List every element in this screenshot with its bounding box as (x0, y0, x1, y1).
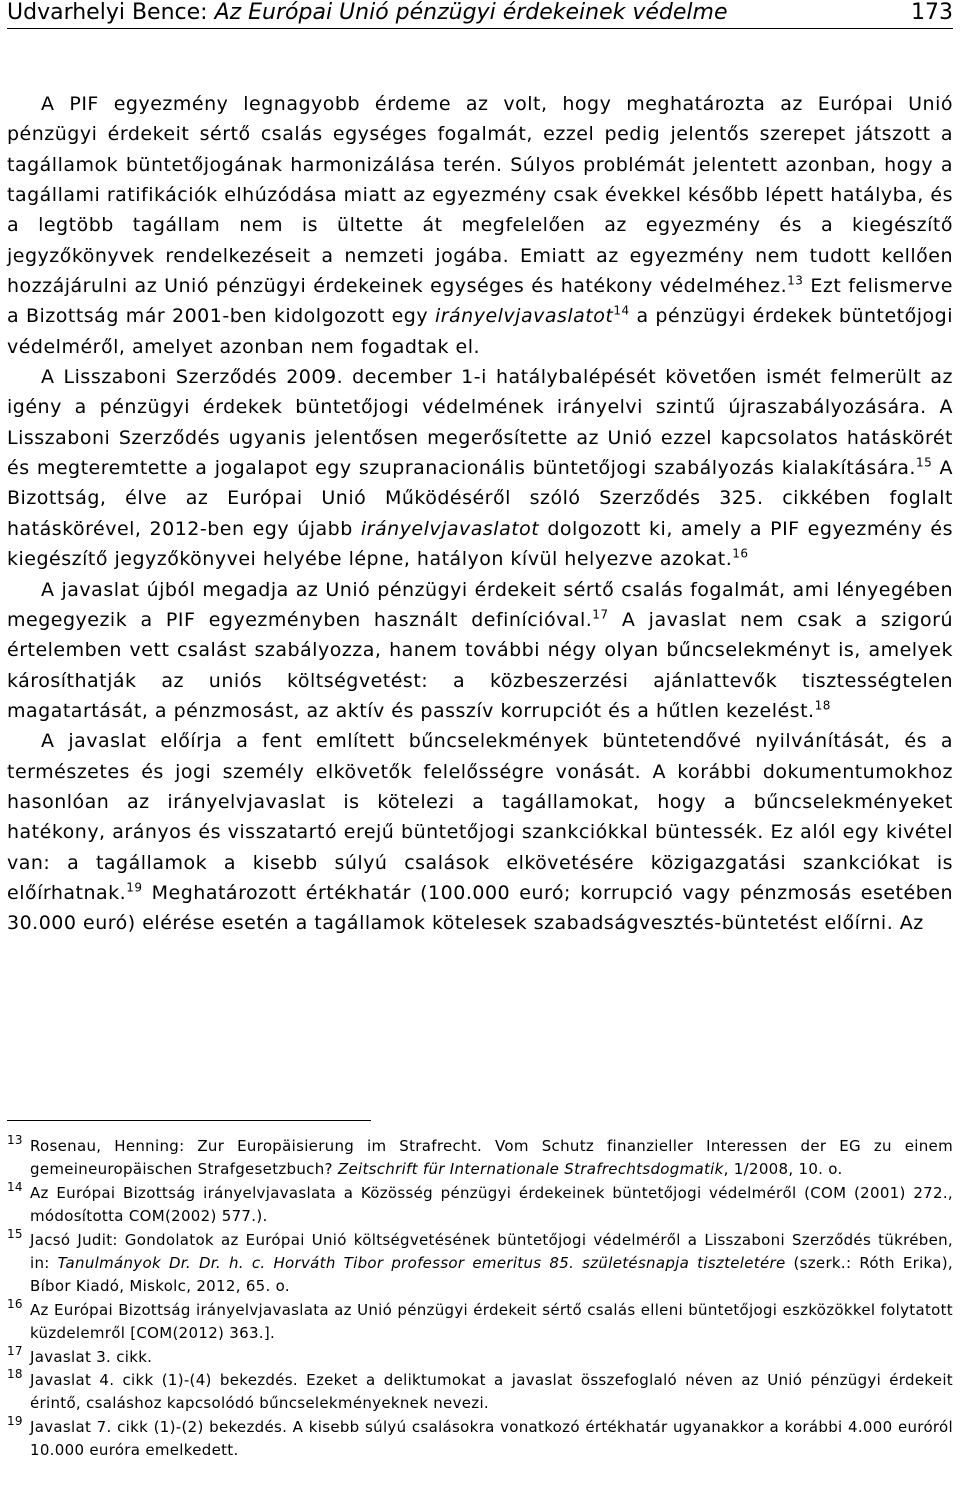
footnote-text: , 1/2008, 10. o. (723, 1160, 843, 1179)
paragraph-2-text-a: A Lisszaboni Szerződés 2009. december 1-i hatálybalépését követően ismét felmerült az igény a pénzügyi érdekek büntetőjogi védelmének irányelvi szintű újraszabályozására. A Lisszaboni Szerződés ugyanis jelentősen megerősítette az Unió ezzel kapcsolatos hatáskörét és megteremtette a jogalapot egy szupranacionális büntetőjogi szabályozás kialakítására. (7, 366, 953, 480)
footnote-number: 17 (7, 1343, 23, 1358)
footnote-text: Javaslat 7. cikk (1)-(2) bekezdés. A kisebb súlyú csalásokra vonatkozó értékhatár ugyanakkor a korábbi 4.000 euróról 10.000 euróra emelkedett. (30, 1417, 953, 1460)
footnote-14 (7, 1179, 953, 1229)
footnote-15 (7, 1226, 953, 1299)
footnote-text: (szerk.: Róth Erika), Bíbor Kiadó, Miskolc, 2012, 65. o. (30, 1254, 953, 1296)
paragraph-2 (7, 362, 953, 574)
footnote-13 (7, 1135, 953, 1182)
paragraph-1-text-c: a pénzügyi érdekek büntetőjogi védelméről, amelyet azonban nem fogadtak el. (7, 305, 953, 358)
footnote-text: Rosenau, Henning: Zur Europäisierung im Strafrecht. Vom Schutz finanzieller Interessen der EG zu einem gemeineuropäischen Strafgesetzbuch? (30, 1137, 953, 1179)
header-author-title (7, 0, 728, 26)
footnote-ref-18[interactable]: 18 (814, 698, 831, 713)
footnote-ref-16[interactable]: 16 (732, 546, 749, 561)
paragraph-2-text-c: dolgozott ki, amely a PIF egyezmény és kiegészítő jegyzőkönyvei helyébe lépne, hatályon kívül helyezve azokat. (7, 517, 953, 571)
paragraph-3 (7, 575, 953, 727)
footnote-text: Az Európai Bizottság irányelvjavaslata az Unió pénzügyi érdekeit sértő csalás elleni büntetőjogi eszközökkel folytatott küzdelemről [COM(2012) 363.]. (30, 1300, 953, 1343)
footnote-number: 14 (7, 1179, 23, 1194)
footnote-number: 19 (7, 1413, 23, 1428)
header-title: Az Európai Unió pénzügyi érdekeinek védelme (214, 0, 728, 25)
paragraph-3-text-b: A javaslat nem csak a szigorú értelemben vett csalást szabályozza, hanem további négy olyan bűncselekményt is, amelyek károsíthatják az uniós költségvetést: a közbeszerzési ajánlattevők tisztességtelen magatartását, a pénzmosást, az aktív és passzív korrupciót és a hűtlen kezelést. (7, 608, 953, 722)
footnote-ref-19[interactable]: 19 (126, 880, 143, 895)
footnote-18 (7, 1369, 953, 1416)
footnote-ref-14[interactable]: 14 (613, 304, 630, 319)
header-author: Udvarhelyi Bence: (7, 0, 215, 25)
footnote-italic: Zeitschrift für Internationale Strafrechtsdogmatik (337, 1160, 724, 1179)
footnote-16 (7, 1296, 953, 1346)
footnote-ref-15[interactable]: 15 (915, 455, 933, 470)
footnote-number: 18 (7, 1367, 23, 1382)
footnote-ref-17[interactable]: 17 (592, 607, 609, 622)
paragraph-2-text-b: A Bizottság, élve az Európai Unió Működéséről szóló Szerződés 325. cikkében foglalt hatáskörével, 2012-ben egy újabb (7, 457, 953, 540)
paragraph-2-italic: irányelvjavaslatot (360, 517, 540, 540)
main-text (7, 89, 953, 939)
footnote-text: Az Európai Bizottság irányelvjavaslata a Közösség pénzügyi érdekeinek büntetőjogi védelméről (COM (2001) 272., módosította COM(2002) 577.). (30, 1183, 953, 1226)
footnote-ref-13[interactable]: 13 (787, 273, 804, 288)
footnote-text: Javaslat 4. cikk (1)-(4) bekezdés. Ezeket a deliktumokat a javaslat összefoglaló néven az Unió pénzügyi érdekeit érintő, csaláshoz kapcsolódó bűncselekményeknek nevezi. (30, 1371, 953, 1413)
page-number: 173 (911, 0, 953, 25)
paragraph-4-text-b: Meghatározott értékhatár (100.000 euró; korrupció vagy pénzmosás esetében 30.000 euró) elérése esetén a tagállamok kötelesek szabadságvesztés-büntetést előírni. Az (7, 881, 953, 935)
footnote-number: 15 (7, 1226, 23, 1241)
footnotes (7, 1135, 953, 1463)
paragraph-4 (7, 726, 953, 938)
paragraph-3-text-a: A javaslat újból megadja az Unió pénzügyi érdekeit sértő csalás fogalmát, ami lényegében megegyezik a PIF egyezményben használt definícióval. (7, 578, 953, 631)
paragraph-1-text-a: A PIF egyezmény legnagyobb érdeme az volt, hogy meghatározta az Európai Unió pénzügyi érdekeit sértő csalás egységes fogalmát, ezzel pedig jelentős szerepet játszott a tagállamok büntetőjogának harmonizálása terén. Súlyos problémát jelentett azonban, hogy a tagállami ratifikációk elhúzódása miatt az egyezmény csak évekkel később lépett hatályba, és a legtöbb tagállam nem is ültette át megfelelően az egyezmény és a kiegészítő jegyzőkönyvek rendelkezéseit a nemzeti jogába. Emiatt az egyezmény nem tudott kellően hozzájárulni az Unió pénzügyi érdekeinek egységes és hatékony védelméhez. (7, 93, 953, 298)
paragraph-1-text-b: Ezt felismerve a Bizottság már 2001-ben kidolgozott egy (7, 275, 953, 328)
footnote-19 (7, 1413, 953, 1463)
footnote-number: 13 (7, 1133, 23, 1147)
paragraph-1-italic: irányelvjavaslatot (434, 305, 614, 328)
footnote-17 (7, 1343, 953, 1369)
paragraph-1 (7, 89, 953, 362)
footnote-text: Jacsó Judit: Gondolatok az Európai Unió költségvetésének büntetőjogi védelméről a Lisszaboni Szerződés tükrében, in: (30, 1230, 953, 1273)
footnote-text: Javaslat 3. cikk. (30, 1347, 153, 1366)
footnote-number: 16 (7, 1296, 23, 1311)
running-header (7, 0, 953, 29)
footnote-italic: Tanulmányok Dr. Dr. h. c. Horváth Tibor professor emeritus 85. születésnapja tiszteletére (57, 1254, 786, 1273)
paragraph-4-text-a: A javaslat előírja a fent említett bűncselekmények büntetendővé nyilvánítását, és a természetes és jogi személy elkövetők felelősségre vonását. A korábbi dokumentumokhoz hasonlóan az irányelvjavaslat is kötelezi a tagállamokat, hogy a bűncselekményeket hatékony, arányos és visszatartó erejű büntetőjogi szankciókkal büntessék. Ez alól egy kivétel van: a tagállamok a kisebb súlyú csalások elkövetésére közigazgatási szankciókat is előírhatnak. (7, 730, 953, 904)
footnote-separator (7, 1120, 371, 1121)
